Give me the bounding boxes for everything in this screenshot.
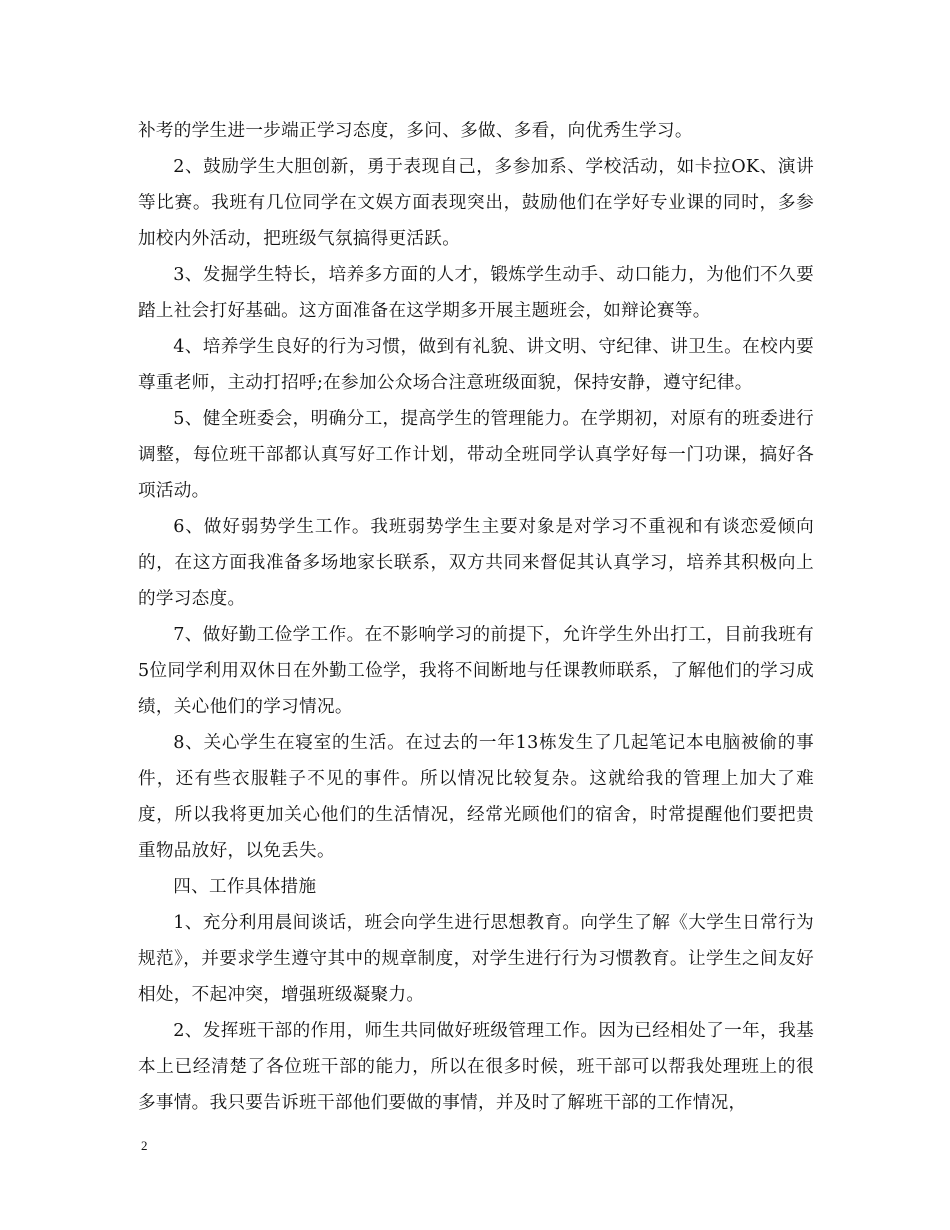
paragraph-item-4-habits: 4、培养学生良好的行为习惯，做到有礼貌、讲文明、守纪律、讲卫生。在校内要尊重老师，主动打招呼;在参加公众场合注意班级面貌，保持安静，遵守纪律。 (138, 337, 814, 393)
paragraph-measure-1-morning-talk: 1、充分利用晨间谈话，班会向学生进行思想教育。向学生了解《大学生日常行为规范》，并要求学生遵守其中的规章制度，对学生进行行为习惯教育。让学生之间友好相处，不起冲突，增强班级凝聚力。 (138, 913, 814, 1005)
paragraph-item-3-talents: 3、发掘学生特长，培养多方面的人才，锻炼学生动手、动口能力，为他们不久要踏上社会打好基础。这方面准备在这学期多开展主题班会，如辩论赛等。 (138, 265, 814, 321)
paragraph-item-6-weak-students: 6、做好弱势学生工作。我班弱势学生主要对象是对学习不重视和有谈恋爱倾向的，在这方面我准备多场地家长联系，双方共同来督促其认真学习，培养其积极向上的学习态度。 (138, 517, 814, 609)
paragraph-item-5-class-committee: 5、健全班委会，明确分工，提高学生的管理能力。在学期初，对原有的班委进行调整，每位班干部都认真写好工作计划，带动全班同学认真学好每一门功课，搞好各项活动。 (138, 409, 814, 501)
page-number: 2 (141, 1138, 148, 1153)
paragraph-continued: 补考的学生进一步端正学习态度，多问、多做、多看，向优秀生学习。 (138, 121, 693, 141)
paragraph-measure-2-class-cadres: 2、发挥班干部的作用，师生共同做好班级管理工作。因为已经相处了一年，我基本上已经清楚了各位班干部的能力，所以在很多时候，班干部可以帮我处理班上的很多事情。我只要告诉班干部他们要做的事情，并及时了解班干部的工作情况， (138, 1021, 814, 1113)
document-body (138, 113, 814, 1121)
paragraph-item-2-encourage-innovation: 2、鼓励学生大胆创新，勇于表现自己，多参加系、学校活动，如卡拉OK、演讲等比赛。我班有几位同学在文娱方面表现突出，鼓励他们在学好专业课的同时，多参加校内外活动，把班级气氛搞得更活跃。 (138, 157, 814, 249)
paragraph-item-7-work-study: 7、做好勤工俭学工作。在不影响学习的前提下，允许学生外出打工，目前我班有5位同学利用双休日在外勤工俭学，我将不间断地与任课教师联系，了解他们的学习成绩，关心他们的学习情况。 (138, 625, 814, 717)
paragraph-item-8-dorm-life: 8、关心学生在寝室的生活。在过去的一年13栋发生了几起笔记本电脑被偷的事件，还有些衣服鞋子不见的事件。所以情况比较复杂。这就给我的管理上加大了难度，所以我将更加关心他们的生活情况，经常光顾他们的宿舍，时常提醒他们要把贵重物品放好，以免丢失。 (138, 733, 814, 861)
section-heading-measures: 四、工作具体措施 (173, 877, 317, 897)
